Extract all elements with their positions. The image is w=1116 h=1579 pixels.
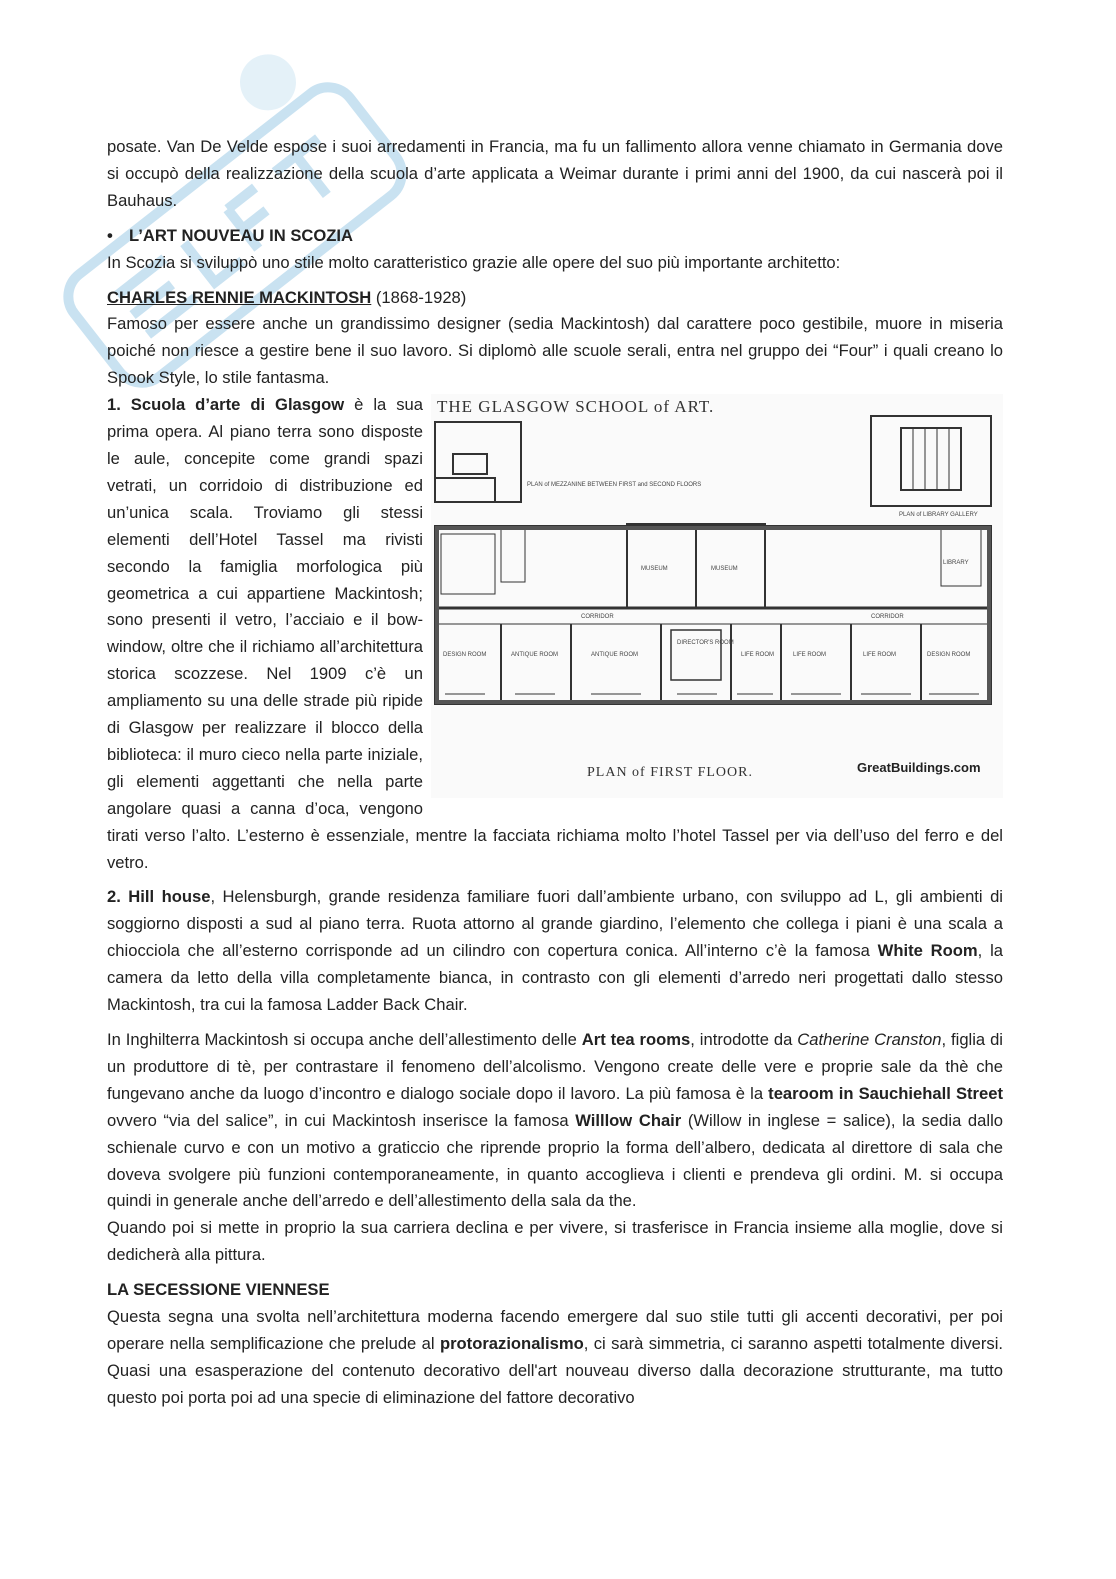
plan-room-12: CORRIDOR (871, 614, 904, 621)
plan-room-0: DESIGN ROOM (443, 652, 487, 659)
tea-text-1: In Inghilterra Mackintosh si occupa anche dell’allestimento delle (107, 1030, 582, 1049)
hill-house-text-1: , Helensburgh, grande residenza familiare fuori dall’ambiente urbano, con sviluppo ad L, gli ambienti di soggiorno disposti a sud al piano terra. Ruota attorno al grande giardino, l’elemento che collega i piani è una scala a chiocciola che all’esterno corrisponde ad un cilindro con copertura conica. All’interno c’è la famosa (107, 887, 1003, 961)
floor-plan-drawing (431, 394, 1003, 798)
plan-room-2: ANTIQUE ROOM (591, 652, 639, 659)
hill-house-paragraph (107, 884, 1003, 1019)
plan-title: THE GLASGOW SCHOOL of ART. (437, 397, 715, 417)
plan-credit: GreatBuildings.com (857, 760, 981, 776)
tea-text-2: , introdotte da (690, 1030, 798, 1049)
plan-room-6: LIFE ROOM (863, 652, 897, 659)
plan-room-5: LIFE ROOM (793, 652, 827, 659)
bullet-glyph: • (107, 225, 113, 245)
hill-house-lead: 2. Hill house (107, 887, 211, 907)
mackintosh-name: CHARLES RENNIE MACKINTOSH (107, 287, 372, 307)
art-tea-rooms-term: Art tea rooms (581, 1030, 691, 1049)
secessione-text-1: Questa segna una svolta nell’architettura moderna facendo emergere dal suo stile tutti gli accenti decorativi, per poi operare nella semplificazione che prelude al (107, 1307, 1003, 1353)
scozia-intro: In Scozia si sviluppò uno stile molto caratteristico grazie alle opere del suo più importante architetto: (107, 252, 841, 272)
mackintosh-bio: Famoso per essere anche un grandissimo designer (sedia Mackintosh) dal carattere poco gestibile, muore in miseria poiché non riesce a gestire bene il suo lavoro. Si diplomò alle scuole serali, entra nel gruppo dei “Four” i quali creano lo Spook Style, lo stile fantasma. (107, 314, 1003, 388)
plan-library-label: PLAN of LIBRARY GALLERY (899, 512, 978, 519)
plan-room-8: MUSEUM (641, 566, 668, 573)
plan-room-11: CORRIDOR (581, 614, 614, 621)
mackintosh-heading (107, 285, 1003, 312)
willow-chair-term: Willlow Chair (575, 1110, 682, 1130)
plan-room-3: DIRECTOR'S ROOM (677, 640, 734, 647)
tea-rooms-paragraph (107, 1027, 1003, 1215)
career-paragraph: Quando poi si mette in proprio la sua carriera declina e per vivere, si trasferisce in Francia insieme alla moglie, dove si dedicherà alla pittura. (107, 1218, 1003, 1265)
glasgow-text: è la sua prima opera. Al piano terra sono disposte le aule, concepite come grandi spazi vetrati, un corridoio di distribuzione ed un’unica scala. Troviamo gli stessi elementi dell’Hotel Tassel ma rivisti secondo la famiglia morfologica più geometrica a cui appartiene Mackintosh; sono presenti il vetro, l’acciaio e il bow-window, oltre che il richiamo all’architettura storica scozzese. Nel 1909 c’è un ampliamento su una delle strade più ripide di Glasgow per realizzare il blocco della biblioteca: il muro cieco nella parte iniziale, gli elementi aggettanti che nella parte angolare quasi a canna d’oca, vengono tirati verso l’alto. L’esterno è essenziale, mentre la facciata richiama molto l’hotel Tassel per via dell’uso del ferro e del vetro. (107, 395, 1003, 872)
sauchiehall-term: tearoom in Sauchiehall Street (768, 1083, 1003, 1103)
plan-caption: PLAN of FIRST FLOOR. (587, 765, 753, 781)
secessione-heading: LA SECESSIONE VIENNESE (107, 1280, 330, 1300)
plan-mezzanine-label: PLAN of MEZZANINE BETWEEN FIRST and SECOND FLOORS (527, 482, 702, 489)
white-room-term: White Room (877, 941, 978, 961)
glasgow-section (107, 392, 1003, 876)
glasgow-lead: 1. Scuola d’arte di Glasgow (107, 395, 345, 415)
mackintosh-dates: (1868-1928) (371, 287, 467, 307)
tea-text-4: ovvero “via del salice”, in cui Mackintosh inserisce la famosa (107, 1110, 576, 1130)
plan-room-1: ANTIQUE ROOM (511, 652, 559, 659)
plan-room-4: LIFE ROOM (741, 652, 775, 659)
plan-room-9: MUSEUM (711, 566, 738, 573)
secessione-text-2: , ci sarà simmetria, ci saranno aspetti totalmente diversi. Quasi una esasperazione del contenuto decorativo dell'art nouveau diverso dalla decorazione strutturante, ma tutto questo poi porta poi ad una specie di eliminazione del fattore decorativo (107, 1333, 1003, 1407)
intro-paragraph: posate. Van De Velde espose i suoi arredamenti in Francia, ma fu un fallimento allora venne chiamato in Germania dove si occupò della realizzazione della scuola d’arte applicata a Weimar durante i primi anni del 1900, da cui nascerà poi il Bauhaus. (107, 137, 1003, 210)
section-heading-scozia-text: L’ART NOUVEAU IN SCOZIA (129, 225, 354, 245)
plan-room-10: LIBRARY (943, 560, 969, 567)
protorazionalismo-term: protorazionalismo (439, 1333, 584, 1353)
plan-room-7: DESIGN ROOM (927, 652, 971, 659)
cranston-name: Catherine Cranston (797, 1030, 942, 1049)
floor-plan-figure (431, 394, 1003, 798)
document-body (107, 134, 1003, 1412)
tea-text-3: , figlia di un produttore di tè, per contrastare il fenomeno dell’alcolismo. Vengono create delle vere e proprie sale da thè che fungevano anche da luogo d’incontro e dialogo sociale dopo il lavoro. La più famosa è la (107, 1030, 1003, 1103)
tea-text-5: (Willow in inglese = salice), la sedia dallo schienale curvo e con un motivo a graticcio che riprende proprio la forma dell’albero, dedicata al direttore di sala che doveva svolgere più funzioni contemporaneamente, in quanto accoglieva i clienti e prendeva gli ordini. M. si occupa quindi in generale anche dell’arredo e dell’allestimento della sala da the. (107, 1110, 1003, 1211)
section-heading-scozia (107, 223, 1003, 250)
hill-house-text-2: , la camera da letto della villa completamente bianca, in contrasto con gli elementi d’arredo neri progettati dallo stesso Mackintosh, tra cui la famosa Ladder Back Chair. (107, 941, 1003, 1015)
secessione-paragraph (107, 1304, 1003, 1412)
